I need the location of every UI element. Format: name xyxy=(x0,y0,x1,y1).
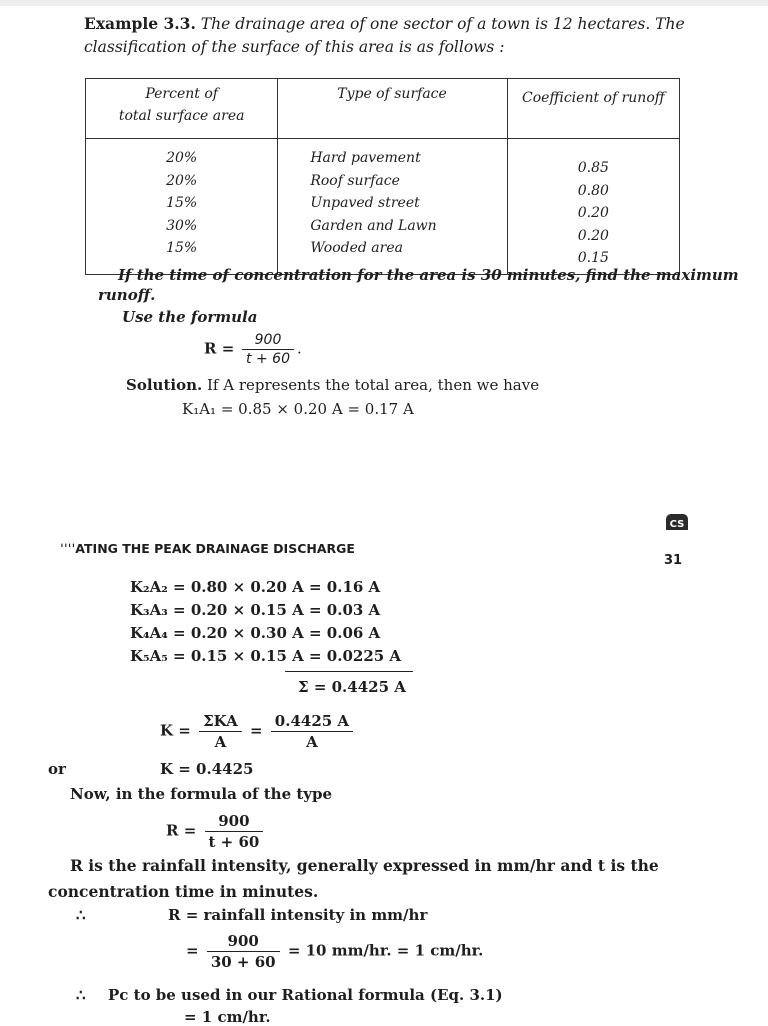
therefore-symbol-1: ∴ xyxy=(76,906,86,924)
type-cell: Unpaved street xyxy=(310,195,420,211)
coeff-cell: 0.15 xyxy=(577,250,609,266)
percent-cell: 15% xyxy=(166,240,198,256)
calc-equation xyxy=(186,932,483,971)
question-line-2: runoff. xyxy=(98,286,156,304)
r-lhs: R = xyxy=(166,821,197,840)
calc-fraction xyxy=(207,932,280,971)
example-line-2: classification of the surface of this area is as follows : xyxy=(84,38,505,56)
sum-equation: Σ = 0.4425 A xyxy=(298,678,406,696)
header-coeff: Coefficient of runoff xyxy=(507,79,679,139)
k-fraction-1 xyxy=(199,712,242,751)
k4-equation: K₄A₄ = 0.20 × 0.30 A = 0.06 A xyxy=(130,624,381,642)
r-fraction xyxy=(205,812,264,851)
type-column xyxy=(278,139,507,275)
table-body-row xyxy=(86,139,680,275)
coeff-cell: 0.20 xyxy=(577,227,609,244)
given-formula xyxy=(204,332,302,367)
example-text-1: The drainage area of one sector of a town is 12 hectares. The xyxy=(200,15,685,33)
k-fraction-2-den: A xyxy=(306,733,318,751)
calc-equals: = xyxy=(186,941,199,960)
explain-line-2: concentration time in minutes. xyxy=(48,882,319,901)
k-fraction-2-num: 0.4425 A xyxy=(271,712,353,732)
rain-intensity-line: R = rainfall intensity in mm/hr xyxy=(168,906,428,924)
calc-denominator: 30 + 60 xyxy=(210,953,276,971)
type-cell: Hard pavement xyxy=(310,150,421,166)
formula-numerator: 900 xyxy=(242,332,294,350)
formula-period: . xyxy=(296,339,302,358)
percent-column xyxy=(86,139,278,275)
calc-numerator: 900 xyxy=(207,932,280,952)
k-fraction-2 xyxy=(271,712,353,751)
coeff-cell: 0.20 xyxy=(577,205,609,221)
coeff-cell: 0.85 xyxy=(577,160,609,176)
k-equals: = xyxy=(249,721,263,740)
header-percent-line2: total surface area xyxy=(118,108,245,124)
explain-line-1: R is the rainfall intensity, generally expressed in mm/hr and t is the xyxy=(70,856,659,875)
coeff-cell: 0.80 xyxy=(577,182,609,199)
calc-result: = 10 mm/hr. = 1 cm/hr. xyxy=(287,941,484,960)
header-type: Type of surface xyxy=(278,79,507,139)
coeff-column xyxy=(507,139,679,275)
k-value: K = 0.4425 xyxy=(160,760,254,778)
percent-cell: 20% xyxy=(166,150,198,166)
camscanner-badge: CS xyxy=(666,514,688,536)
k-fraction-1-den: A xyxy=(214,733,227,751)
k-fraction-1-num: ΣKA xyxy=(199,712,242,732)
solution-line xyxy=(126,376,539,394)
r-denominator: t + 60 xyxy=(208,833,260,851)
or-text: or xyxy=(48,760,66,778)
k1-equation: K₁A₁ = 0.85 × 0.20 A = 0.17 A xyxy=(182,400,414,418)
question-line-1: If the time of concentration for the area is 30 minutes, find the maximum xyxy=(118,266,739,284)
percent-cell: 20% xyxy=(166,172,198,189)
type-cell: Garden and Lawn xyxy=(310,217,437,234)
percent-cell: 15% xyxy=(166,195,198,211)
type-cell: Roof surface xyxy=(310,172,400,189)
k-equation xyxy=(160,712,356,751)
running-head: ˈˈˈˈATING THE PEAK DRAINAGE DISCHARGE xyxy=(60,541,355,556)
table-header-row xyxy=(86,79,680,139)
formula-lhs: R = xyxy=(204,339,235,358)
sum-rule xyxy=(285,671,413,672)
k5-equation: K₅A₅ = 0.15 × 0.15 A = 0.0225 A xyxy=(130,647,402,665)
now-text: Now, in the formula of the type xyxy=(70,785,333,803)
pc-line: Pc to be used in our Rational formula (Eq. 3.1) xyxy=(108,986,503,1004)
k3-equation: K₃A₃ = 0.20 × 0.15 A = 0.03 A xyxy=(130,601,381,619)
header-percent-line1: Percent of xyxy=(145,86,218,102)
surface-table xyxy=(85,78,680,275)
k2-equation: K₂A₂ = 0.80 × 0.20 A = 0.16 A xyxy=(130,578,381,596)
final-value: = 1 cm/hr. xyxy=(184,1008,271,1026)
page-number: 31 xyxy=(664,553,683,568)
previous-page-edge xyxy=(0,0,768,6)
percent-cell: 30% xyxy=(166,217,198,234)
formula-fraction xyxy=(242,332,294,367)
r-formula xyxy=(166,812,266,851)
formula-denominator: t + 60 xyxy=(246,351,290,367)
header-percent xyxy=(86,79,278,139)
r-numerator: 900 xyxy=(205,812,264,832)
solution-text: If A represents the total area, then we have xyxy=(206,376,540,394)
k-lhs: K = xyxy=(160,721,191,740)
therefore-symbol-2: ∴ xyxy=(76,986,86,1004)
use-formula-text: Use the formula xyxy=(122,308,258,326)
type-cell: Wooded area xyxy=(310,240,403,256)
solution-label: Solution. xyxy=(126,376,203,394)
example-label: Example 3.3. xyxy=(84,14,196,33)
example-line-1 xyxy=(84,14,685,33)
